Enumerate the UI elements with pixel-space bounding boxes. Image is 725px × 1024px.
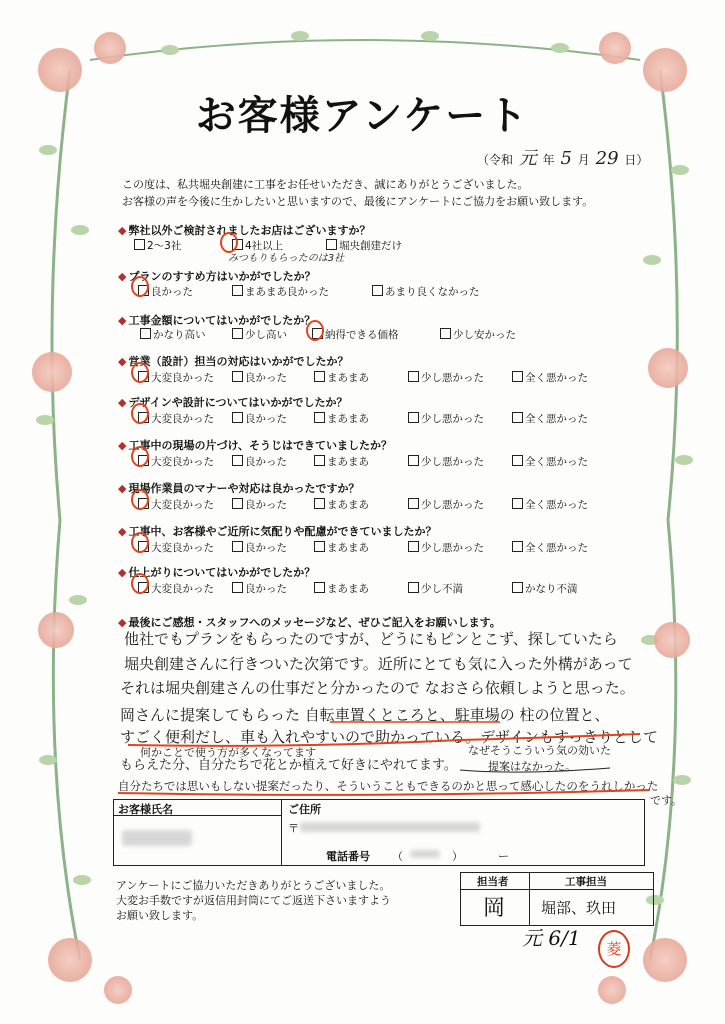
comment-line: それは堀央創建さんの仕事だと分かったので なおさら依頼しようと思った。 <box>120 679 635 697</box>
option-checkbox[interactable]: 全く悪かった <box>512 540 588 555</box>
received-date: 元 6/1 <box>522 926 581 950</box>
option-checkbox[interactable]: 少し不満 <box>408 581 463 596</box>
option-checkbox[interactable]: 少し悪かった <box>408 411 484 426</box>
checkbox-icon[interactable] <box>314 582 325 593</box>
option-checkbox[interactable]: 納得できる価格 <box>312 327 399 342</box>
hand-circle-mark <box>131 403 149 424</box>
option-checkbox[interactable]: 良かった <box>232 411 287 426</box>
option-checkbox[interactable]: まあまあ <box>314 370 369 385</box>
diamond-icon: ◆ <box>118 314 127 327</box>
option-checkbox[interactable]: かなり不満 <box>512 581 578 596</box>
question-label: 営業（設計）担当の対応はいかがでしたか？ <box>128 355 349 368</box>
hand-circle-mark <box>131 446 149 467</box>
survey-date <box>477 144 648 170</box>
checkbox-icon[interactable] <box>314 498 325 509</box>
checkbox-icon[interactable] <box>134 239 145 250</box>
checkbox-icon[interactable] <box>372 285 383 296</box>
question-label: 現場作業員のマナーや対応は良かったですか？ <box>128 482 360 495</box>
question-8 <box>118 523 436 539</box>
comment-line: 自分たちでは思いもしない提案だったり、そういうこともできるのかと思って感心したのをうれしかった <box>118 779 659 793</box>
option-checkbox[interactable]: 全く悪かった <box>512 411 588 426</box>
option-checkbox[interactable]: 4社以上 <box>232 238 283 253</box>
phone-open: （ <box>392 850 403 863</box>
option-checkbox[interactable]: まあまあ <box>314 454 369 469</box>
redacted-address <box>300 822 480 832</box>
checkbox-icon[interactable] <box>314 412 325 423</box>
hand-circle-mark <box>131 489 149 510</box>
option-checkbox[interactable]: 少し悪かった <box>408 454 484 469</box>
option-checkbox[interactable]: 大変良かった <box>138 581 214 596</box>
date-prefix: （令和 <box>477 153 514 167</box>
intro-line: この度は、私共堀央創建に工事をお任せいただき、誠にありがとうございました。 <box>122 178 529 191</box>
question-1 <box>118 222 370 238</box>
redacted-phone <box>410 850 440 858</box>
checkbox-icon[interactable] <box>232 541 243 552</box>
staff-construction-names: 堀部、玖田 <box>541 899 617 917</box>
date-day-suffix: 日） <box>624 153 649 167</box>
intro-line: お客様の声を今後に生かしたいと思いますので、最後にアンケートにご協力をお願い致します。 <box>122 195 594 208</box>
checkbox-icon[interactable] <box>232 455 243 466</box>
checkbox-icon[interactable] <box>512 371 523 382</box>
option-checkbox[interactable]: 2～3社 <box>134 238 181 253</box>
checkbox-icon[interactable] <box>512 541 523 552</box>
comment-line: すごく便利だし、車も入れやすいので助かっている。デザインもすっきりとして <box>120 728 659 746</box>
handwritten-note: みつもりもらったのは3社 <box>228 253 345 264</box>
option-checkbox[interactable]: 少し高い <box>232 327 287 342</box>
option-checkbox[interactable]: まあまあ <box>314 581 369 596</box>
option-checkbox[interactable]: 全く悪かった <box>512 370 588 385</box>
comment-line: 堀央創建さんに行きついた次第です。近所にとても気に入った外構があって <box>124 655 633 673</box>
diamond-icon: ◆ <box>118 270 127 283</box>
question-label: デザインや設計についてはいかがでしたか？ <box>128 396 348 409</box>
option-checkbox[interactable]: 全く悪かった <box>512 497 588 512</box>
date-month-suffix: 月 <box>577 153 590 167</box>
option-checkbox[interactable]: 良かった <box>232 497 287 512</box>
question-label: 工事金額についてはいかがでしたか？ <box>128 314 316 327</box>
option-checkbox[interactable]: 大変良かった <box>138 370 214 385</box>
page-title: お客様アンケート <box>195 92 530 139</box>
question-6 <box>118 437 392 453</box>
hand-circle-mark <box>131 573 149 594</box>
diamond-icon: ◆ <box>118 525 127 538</box>
customer-info-box <box>113 799 645 866</box>
question-label: 工事中、お客様やご近所に気配りや配慮ができていましたか？ <box>128 525 437 538</box>
redacted-name <box>122 830 192 846</box>
intro-text <box>122 176 593 210</box>
date-year: 元 <box>518 148 537 169</box>
option-checkbox[interactable]: まあまあ <box>314 411 369 426</box>
checkbox-icon[interactable] <box>512 412 523 423</box>
checkbox-icon[interactable] <box>408 455 419 466</box>
diamond-icon: ◆ <box>118 616 127 629</box>
option-checkbox[interactable]: 大変良かった <box>138 411 214 426</box>
comment-small-note: なぜそうこういう気の効いた <box>468 744 611 757</box>
staff-head-sales: 担当者 <box>477 876 509 888</box>
checkbox-icon[interactable] <box>232 582 243 593</box>
checkbox-icon[interactable] <box>232 412 243 423</box>
date-month: 5 <box>560 148 572 169</box>
checkbox-icon[interactable] <box>314 371 325 382</box>
option-checkbox[interactable]: 大変良かった <box>138 454 214 469</box>
option-checkbox[interactable]: 良かった <box>232 581 287 596</box>
checkbox-icon[interactable] <box>408 582 419 593</box>
option-checkbox[interactable]: まあまあ良かった <box>232 284 329 299</box>
diamond-icon: ◆ <box>118 224 127 237</box>
hand-circle-mark <box>306 320 324 341</box>
address-label: ご住所 <box>288 803 321 816</box>
checkbox-icon[interactable] <box>512 455 523 466</box>
comment-small-note: 提案はなかった。 <box>488 760 576 773</box>
question-label: 仕上がりについてはいかがでしたか？ <box>128 566 316 579</box>
option-checkbox[interactable]: 良かった <box>232 370 287 385</box>
checkbox-icon[interactable] <box>232 285 243 296</box>
option-checkbox[interactable]: 少し悪かった <box>408 497 484 512</box>
question-label: 工事中の現場の片づけ、そうじはできていましたか？ <box>128 439 393 452</box>
checkbox-icon[interactable] <box>314 455 325 466</box>
question-7 <box>118 480 359 496</box>
footer-text: アンケートにご協力いただきありがとうございました。 大変お手数ですが返信用封筒にてご返送下さいますよう お願い致します。 <box>116 879 391 922</box>
question-label: 弊社以外ご検討されましたお店はございますか？ <box>128 224 371 237</box>
diamond-icon: ◆ <box>118 439 127 452</box>
staff-head-construction: 工事担当 <box>565 876 607 888</box>
staff-box <box>460 872 654 926</box>
checkbox-icon[interactable] <box>232 328 243 339</box>
option-checkbox[interactable]: 少し悪かった <box>408 540 484 555</box>
checkbox-icon[interactable] <box>512 582 523 593</box>
phone-dash: ー <box>498 850 509 863</box>
checkbox-icon[interactable] <box>232 371 243 382</box>
postal-mark: 〒 <box>288 822 299 835</box>
option-checkbox[interactable]: 良かった <box>232 454 287 469</box>
question-3 <box>118 312 315 328</box>
date-year-suffix: 年 <box>542 153 555 167</box>
phone-label: 電話番号 <box>326 850 370 863</box>
comment-heading: ◆ 最後にご感想・スタッフへのメッセージなど、ぜひご記入をお願いします。 <box>118 616 501 629</box>
hand-circle-mark <box>131 362 149 383</box>
option-checkbox[interactable]: まあまあ <box>314 497 369 512</box>
option-checkbox[interactable]: かなり高い <box>140 327 206 342</box>
date-day: 29 <box>595 148 619 169</box>
checkbox-icon[interactable] <box>440 328 451 339</box>
option-checkbox[interactable]: 少し安かった <box>440 327 516 342</box>
hand-circle-mark <box>131 532 149 553</box>
option-checkbox[interactable]: 良かった <box>138 284 193 299</box>
diamond-icon: ◆ <box>118 396 127 409</box>
option-checkbox[interactable]: 大変良かった <box>138 540 214 555</box>
option-checkbox[interactable]: 堀央創建だけ <box>326 238 402 253</box>
question-label: プランのすすめ方はいかがでしたか？ <box>128 270 316 283</box>
checkbox-icon[interactable] <box>408 412 419 423</box>
checkbox-icon[interactable] <box>314 541 325 552</box>
staff-sales-name: 岡 <box>483 896 506 921</box>
checkbox-icon[interactable] <box>512 498 523 509</box>
option-checkbox[interactable]: 少し悪かった <box>408 370 484 385</box>
checkbox-icon[interactable] <box>408 371 419 382</box>
question-4 <box>118 353 348 369</box>
checkbox-icon[interactable] <box>408 541 419 552</box>
hand-circle-mark <box>131 276 149 297</box>
phone-close: ） <box>452 850 463 863</box>
checkbox-icon[interactable] <box>408 498 419 509</box>
comment-small-note: 何かことで使う方が多くなってます <box>140 746 316 759</box>
option-checkbox[interactable]: まあまあ <box>314 540 369 555</box>
diamond-icon: ◆ <box>118 482 127 495</box>
comment-line: もらえた分、自分たちで花とか植えて好きにやれてます。 <box>120 758 457 773</box>
option-checkbox[interactable]: 良かった <box>232 540 287 555</box>
seal-stamp: 菱 <box>598 930 630 968</box>
comment-small-note: です。 <box>650 794 683 807</box>
comment-line: 岡さんに提案してもらった 自転車置くところと、駐車場の 柱の位置と、 <box>120 706 610 724</box>
diamond-icon: ◆ <box>118 355 127 368</box>
diamond-icon: ◆ <box>118 566 127 579</box>
customer-name-label: お客様氏名 <box>118 803 173 816</box>
question-5 <box>118 394 347 410</box>
checkbox-icon[interactable] <box>140 328 151 339</box>
checkbox-icon[interactable] <box>232 498 243 509</box>
option-checkbox[interactable]: 大変良かった <box>138 497 214 512</box>
option-checkbox[interactable]: 全く悪かった <box>512 454 588 469</box>
comment-line: 他社でもプランをもらったのですが、どうにもピンとこず、探していたら <box>124 630 618 648</box>
option-checkbox[interactable]: あまり良くなかった <box>372 284 480 299</box>
